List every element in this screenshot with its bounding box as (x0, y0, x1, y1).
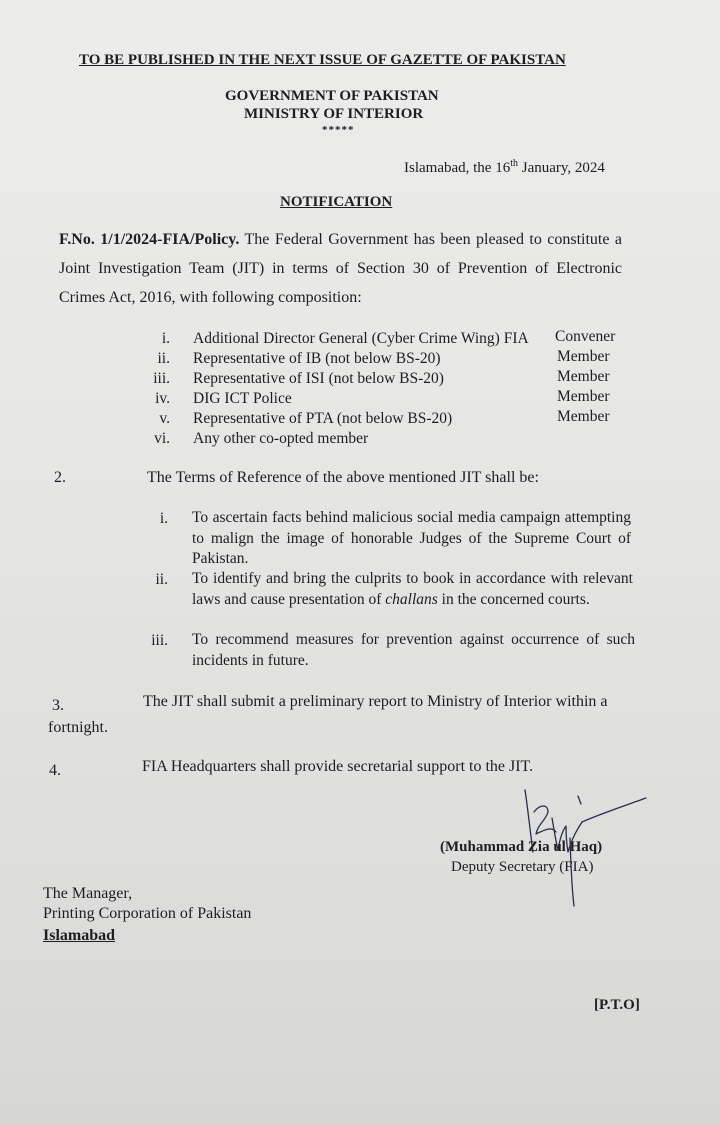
composition-number: vi. (154, 430, 170, 447)
intro-paragraph: F.No. 1/1/2024-FIA/Policy. The Federal Government has been pleased to constitute a Joint Investigation Team (JIT) in terms of Section 30 of Prevention of Electronic Crimes Act, 2016, with following composition: (59, 231, 622, 306)
para-4-text: FIA Headquarters shall provide secretarial support to the JIT. (142, 758, 534, 775)
composition-member: Representative of IB (not below BS-20) (193, 350, 441, 367)
recipient-line-1: The Manager, (43, 885, 133, 902)
composition-number: iii. (153, 370, 170, 387)
pto-marker: [P.T.O] (594, 997, 640, 1013)
term-number: i. (159, 510, 168, 527)
para-3-number: 3. (52, 697, 64, 714)
gazette-heading: TO BE PUBLISHED IN THE NEXT ISSUE OF GAZETTE OF PAKISTAN (79, 52, 566, 68)
recipient-line-2: Printing Corporation of Pakistan (43, 905, 252, 922)
para-4-number: 4. (49, 762, 61, 779)
composition-number: ii. (157, 350, 170, 367)
ministry-heading: MINISTRY OF INTERIOR (244, 106, 424, 122)
para-3-continuation: fortnight. (48, 719, 108, 736)
para-2-number: 2. (54, 469, 66, 486)
composition-member: Additional Director General (Cyber Crime Wing) FIA (193, 330, 529, 347)
notification-title: NOTIFICATION (280, 194, 393, 210)
term-text: To identify and bring the culprits to book in accordance with relevant laws and cause presentation of challans in the concerned courts. (192, 570, 633, 608)
recipient-line-3: Islamabad (43, 927, 116, 944)
government-heading: GOVERNMENT OF PAKISTAN (225, 88, 439, 104)
composition-member: Representative of ISI (not below BS-20) (193, 370, 444, 387)
signatory-designation: Deputy Secretary (FIA) (451, 859, 594, 875)
composition-role: Member (557, 408, 610, 425)
composition-role: Member (557, 388, 610, 405)
composition-member: DIG ICT Police (193, 390, 292, 407)
composition-member: Representative of PTA (not below BS-20) (193, 410, 453, 427)
composition-member: Any other co-opted member (193, 430, 369, 447)
term-text: To ascertain facts behind malicious social media campaign attempting to malign the image of honorable Judges of the Supreme Court of Pakistan. (192, 509, 631, 567)
para-3-text: The JIT shall submit a preliminary report to Ministry of Interior within a (143, 693, 608, 710)
term-text: To recommend measures for prevention against occurrence of such incidents in future. (192, 631, 635, 669)
composition-number: i. (161, 330, 170, 347)
term-number: iii. (151, 632, 168, 649)
composition-number: iv. (155, 390, 170, 407)
signatory-name: (Muhammad Zia ul Haq) (440, 839, 603, 855)
term-number: ii. (155, 571, 168, 588)
composition-role: Member (557, 368, 610, 385)
header-stars: ***** (322, 124, 355, 136)
date-line: Islamabad, the 16th January, 2024 (404, 158, 605, 176)
para-2-text: The Terms of Reference of the above mentioned JIT shall be: (147, 469, 539, 486)
composition-number: v. (159, 410, 170, 427)
composition-role: Convener (555, 328, 616, 345)
composition-role: Member (557, 348, 610, 365)
